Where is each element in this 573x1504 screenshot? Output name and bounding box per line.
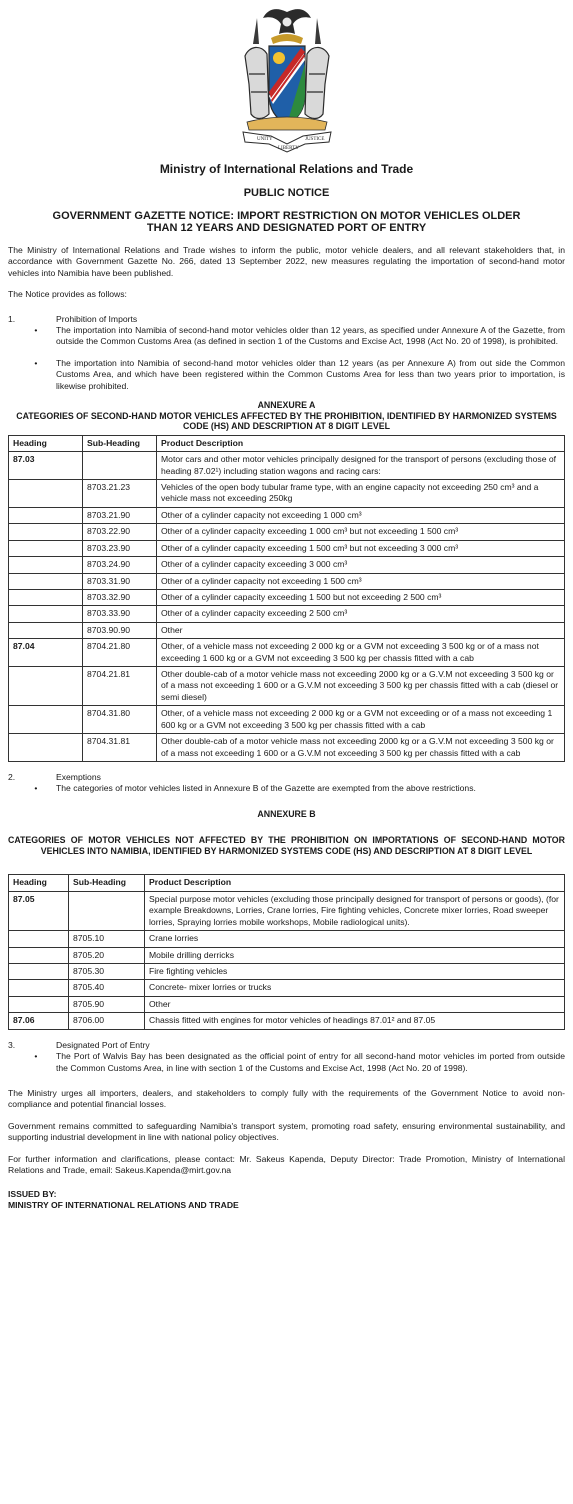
sub-heading-cell: 8705.30 (69, 964, 145, 980)
description-cell: Other of a cylinder capacity not exceeding 1 500 cm³ (157, 573, 565, 589)
section-2 (8, 772, 565, 783)
description-cell: Other double-cab of a motor vehicle mass not exceeding 2000 kg or a G.V.M not exceeding 3 500 kg or of a mass not exceeding 1 600 or a G.V.M not exceeding 3 500 kg per chassis fitted with a cab (157, 734, 565, 762)
description-cell: Vehicles of the open body tubular frame type, with an engine capacity not exceeding 250 cm³ and a vehicle mass not exceeding 250kg (157, 479, 565, 507)
description-cell: Other of a cylinder capacity exceeding 1 500 but not exceeding 2 500 cm³ (157, 589, 565, 605)
table-row (9, 996, 565, 1012)
section-3-bullet (32, 1051, 565, 1074)
table-row (9, 606, 565, 622)
sub-heading-cell: 8703.31.90 (83, 573, 157, 589)
section-3 (8, 1040, 565, 1051)
motto-right: JUSTICE (304, 137, 324, 142)
bullet-icon: • (32, 357, 38, 368)
description-cell: Other (145, 996, 565, 1012)
bullet-icon: • (32, 1051, 38, 1062)
provides-paragraph: The Notice provides as follows: (8, 289, 127, 300)
section-2-title: Exemptions (56, 772, 101, 782)
heading-cell (9, 964, 69, 980)
description-cell: Mobile drilling derricks (145, 947, 565, 963)
heading-cell (9, 606, 83, 622)
sub-heading-cell: 8703.23.90 (83, 540, 157, 556)
heading-cell (9, 573, 83, 589)
sub-heading-cell: 8703.33.90 (83, 606, 157, 622)
table-row (9, 524, 565, 540)
heading-cell (9, 947, 69, 963)
annex-b-subtitle: CATEGORIES OF MOTOR VEHICLES NOT AFFECTED BY THE PROHIBITION ON IMPORTATIONS OF SECOND-HAND MOTOR VEHICLES INTO NAMIBIA, IDENTIFIED BY HARMONIZED SYSTEMS CODE (HS) AND DESCRIPTION AT 8 DIGIT LEVEL (8, 835, 565, 856)
table-row (9, 540, 565, 556)
description-cell: Other double-cab of a motor vehicle mass not exceeding 2000 kg or a G.V.M not exceeding 3 500 kg or of a mass not exceeding 1 600 or a G.V.M not exceeding 3 500 kg per chassis fitted with a cab (diesel or semi diesel) (157, 667, 565, 706)
heading-cell: 87.05 (9, 891, 69, 930)
heading-cell (9, 479, 83, 507)
description-cell: Other of a cylinder capacity not exceeding 1 000 cm³ (157, 507, 565, 523)
sub-heading-cell: 8703.21.23 (83, 479, 157, 507)
description-cell: Chassis fitted with engines for motor vehicles of headings 87.01² and 87.05 (145, 1013, 565, 1029)
sub-heading-cell: 8705.10 (69, 931, 145, 947)
heading-cell (9, 557, 83, 573)
sub-heading-cell: 8704.31.81 (83, 734, 157, 762)
sub-heading-cell: 8703.90.90 (83, 622, 157, 638)
description-cell: Other of a cylinder capacity exceeding 3 000 cm³ (157, 557, 565, 573)
sub-heading-cell: 8704.31.80 (83, 706, 157, 734)
heading-cell (9, 589, 83, 605)
sub-heading-cell: 8705.90 (69, 996, 145, 1012)
description-cell: Other (157, 622, 565, 638)
annex-b-title: ANNEXURE B (257, 808, 316, 819)
sub-heading-cell (83, 452, 157, 480)
description-cell: Other, of a vehicle mass not exceeding 2 000 kg or a GVM not exceeding 3 500 kg or of a mass not exceeding 1 600 kg or a GVM not exceeding 3 500 kg per chassis fitted with a cab (157, 639, 565, 667)
heading-cell (9, 931, 69, 947)
motto-center: LIBERTY (277, 146, 299, 151)
description-cell: Other of a cylinder capacity exceeding 2 500 cm³ (157, 606, 565, 622)
contact-paragraph: For further information and clarifications, please contact: Mr. Sakeus Kapenda, Deputy Director: Trade Promotion, Ministry of International Relations and Trade, email: Sakeus.Kapenda@mirt.gov.na (8, 1153, 565, 1176)
section-1-bullet-b (32, 358, 565, 392)
heading-cell (9, 706, 83, 734)
heading-cell (9, 996, 69, 1012)
coat-of-arms-icon (227, 4, 347, 156)
description-cell: Fire fighting vehicles (145, 964, 565, 980)
description-cell: Special purpose motor vehicles (excluding those principally designed for transport of persons or goods), (for example Breakdowns, Lorries, Crane lorries, Fire fighting vehicles, Concrete mixer lorries, Road sweeper lorries, Spraying lorries mobile workshops, Mobile radiological units). (145, 891, 565, 930)
table-row (9, 1013, 565, 1029)
ministry-name: Ministry of International Relations and Trade (159, 162, 414, 176)
column-header: Heading (9, 435, 83, 451)
column-header: Product Description (157, 435, 565, 451)
heading-cell: 87.06 (9, 1013, 69, 1029)
section-1 (8, 314, 565, 325)
bullet-icon: • (32, 783, 38, 794)
table-row (9, 980, 565, 996)
description-cell: Other, of a vehicle mass not exceeding 2 000 kg or a GVM not exceeding or of a mass not exceeding 1 600 kg or a GVM not exceeding 3 500 kg per chassis fitted with a cab (157, 706, 565, 734)
table-row (9, 667, 565, 706)
table-row (9, 452, 565, 480)
description-cell: Concrete- mixer lorries or trucks (145, 980, 565, 996)
table-row (9, 507, 565, 523)
heading-cell: 87.03 (9, 452, 83, 480)
annex-a-table (8, 435, 565, 762)
sub-heading-cell: 8703.32.90 (83, 589, 157, 605)
section-3-title: Designated Port of Entry (56, 1039, 150, 1050)
heading-cell: 87.04 (9, 639, 83, 667)
annex-a-title: ANNEXURE A (257, 400, 316, 411)
annex-b-table (8, 874, 565, 1029)
table-row (9, 947, 565, 963)
table-row (9, 734, 565, 762)
sub-heading-cell: 8705.40 (69, 980, 145, 996)
heading-cell (9, 667, 83, 706)
table-row (9, 931, 565, 947)
sub-heading-cell: 8703.22.90 (83, 524, 157, 540)
bullet-text: The importation into Namibia of second-hand motor vehicles older than 12 years (as per Annexure A) from out side the Common Customs Area, and which have been registered within the Common Customs Area for less than two years prior to importation, is likewise prohibited. (56, 357, 565, 391)
bullet-text: The categories of motor vehicles listed in Annexure B of the Gazette are exempted from the above restrictions. (56, 783, 476, 794)
table-row (9, 622, 565, 638)
issued-by-label: ISSUED BY: (8, 1188, 57, 1199)
heading-cell (9, 734, 83, 762)
table-row (9, 573, 565, 589)
issuer-name: MINISTRY OF INTERNATIONAL RELATIONS AND TRADE (8, 1199, 239, 1210)
table-row (9, 891, 565, 930)
heading-cell (9, 622, 83, 638)
sub-heading-cell (69, 891, 145, 930)
motto-left: UNITY (256, 137, 273, 142)
annex-a-subtitle: CATEGORIES OF SECOND-HAND MOTOR VEHICLES AFFECTED BY THE PROHIBITION, IDENTIFIED BY HARMONIZED SYSTEMS CODE (HS) AND DESCRIPTION AT 8 DIGIT LEVEL (16, 410, 557, 432)
column-header: Sub-Heading (69, 875, 145, 891)
heading-cell (9, 540, 83, 556)
closing-paragraph-2: Government remains committed to safeguarding Namibia's transport system, promoting road safety, ensuring environmental sustainability, and supporting industrial development in line with national policy objectives. (8, 1120, 565, 1143)
sub-heading-cell: 8704.21.80 (83, 639, 157, 667)
notice-page (0, 4, 573, 1211)
table-header-row (9, 875, 565, 891)
column-header: Sub-Heading (83, 435, 157, 451)
section-1-number: 1. (8, 313, 16, 324)
table-row (9, 706, 565, 734)
sub-heading-cell: 8706.00 (69, 1013, 145, 1029)
bullet-icon: • (32, 324, 38, 335)
table-row (9, 639, 565, 667)
sub-heading-cell: 8705.20 (69, 947, 145, 963)
public-notice-heading: PUBLIC NOTICE (243, 186, 330, 199)
section-3-number: 3. (8, 1039, 16, 1050)
bullet-text: The Port of Walvis Bay has been designated as the official point of entry for all second-hand motor vehicles im ported from outside the Common Customs Area, in line with section 1 of the Customs and Excise Act, 1998 (Act No. 20 of 1998). (56, 1051, 565, 1073)
table-row (9, 964, 565, 980)
table-row (9, 479, 565, 507)
intro-paragraph: The Ministry of International Relations and Trade wishes to inform the public, motor vehicle dealers, and all relevant stakeholders that, in accordance with Government Gazette No. 266, dated 13 September 2022, new measures regulating the importation of second-hand motor vehicles into Namibia have been published. (8, 244, 565, 278)
section-2-number: 2. (8, 772, 16, 782)
description-cell: Other of a cylinder capacity exceeding 1 000 cm³ but not exceeding 1 500 cm³ (157, 524, 565, 540)
bullet-text: The importation into Namibia of second-hand motor vehicles older than 12 years, as specified under Annexure A of the Gazette, from outside the Common Customs Area (as defined in section 1 of the Customs and Excise Act, 1998 (Act No. 20 of 1998), is prohibited. (56, 324, 565, 347)
heading-cell (9, 980, 69, 996)
table-row (9, 589, 565, 605)
description-cell: Other of a cylinder capacity exceeding 1 500 cm³ but not exceeding 3 000 cm³ (157, 540, 565, 556)
table-header-row (9, 435, 565, 451)
sub-heading-cell: 8703.21.90 (83, 507, 157, 523)
sub-heading-cell: 8703.24.90 (83, 557, 157, 573)
closing-paragraph-1: The Ministry urges all importers, dealers, and stakeholders to comply fully with the requirements of the Government Notice to avoid non-compliance and potential financial losses. (8, 1087, 565, 1110)
sub-heading-cell: 8704.21.81 (83, 667, 157, 706)
table-row (9, 557, 565, 573)
column-header: Product Description (145, 875, 565, 891)
section-1-bullet-a (32, 325, 565, 348)
column-header: Heading (9, 875, 69, 891)
description-cell: Motor cars and other motor vehicles principally designed for the transport of persons (excluding those of heading 87.02¹) including station wagons and racing cars: (157, 452, 565, 480)
section-1-title: Prohibition of Imports (56, 313, 138, 324)
description-cell: Crane lorries (145, 931, 565, 947)
section-2-bullet (32, 783, 565, 794)
gazette-title: GOVERNMENT GAZETTE NOTICE: IMPORT RESTRICTION ON MOTOR VEHICLES OLDER THAN 12 YEARS AND DESIGNATED PORT OF ENTRY (52, 209, 521, 235)
heading-cell (9, 507, 83, 523)
heading-cell (9, 524, 83, 540)
